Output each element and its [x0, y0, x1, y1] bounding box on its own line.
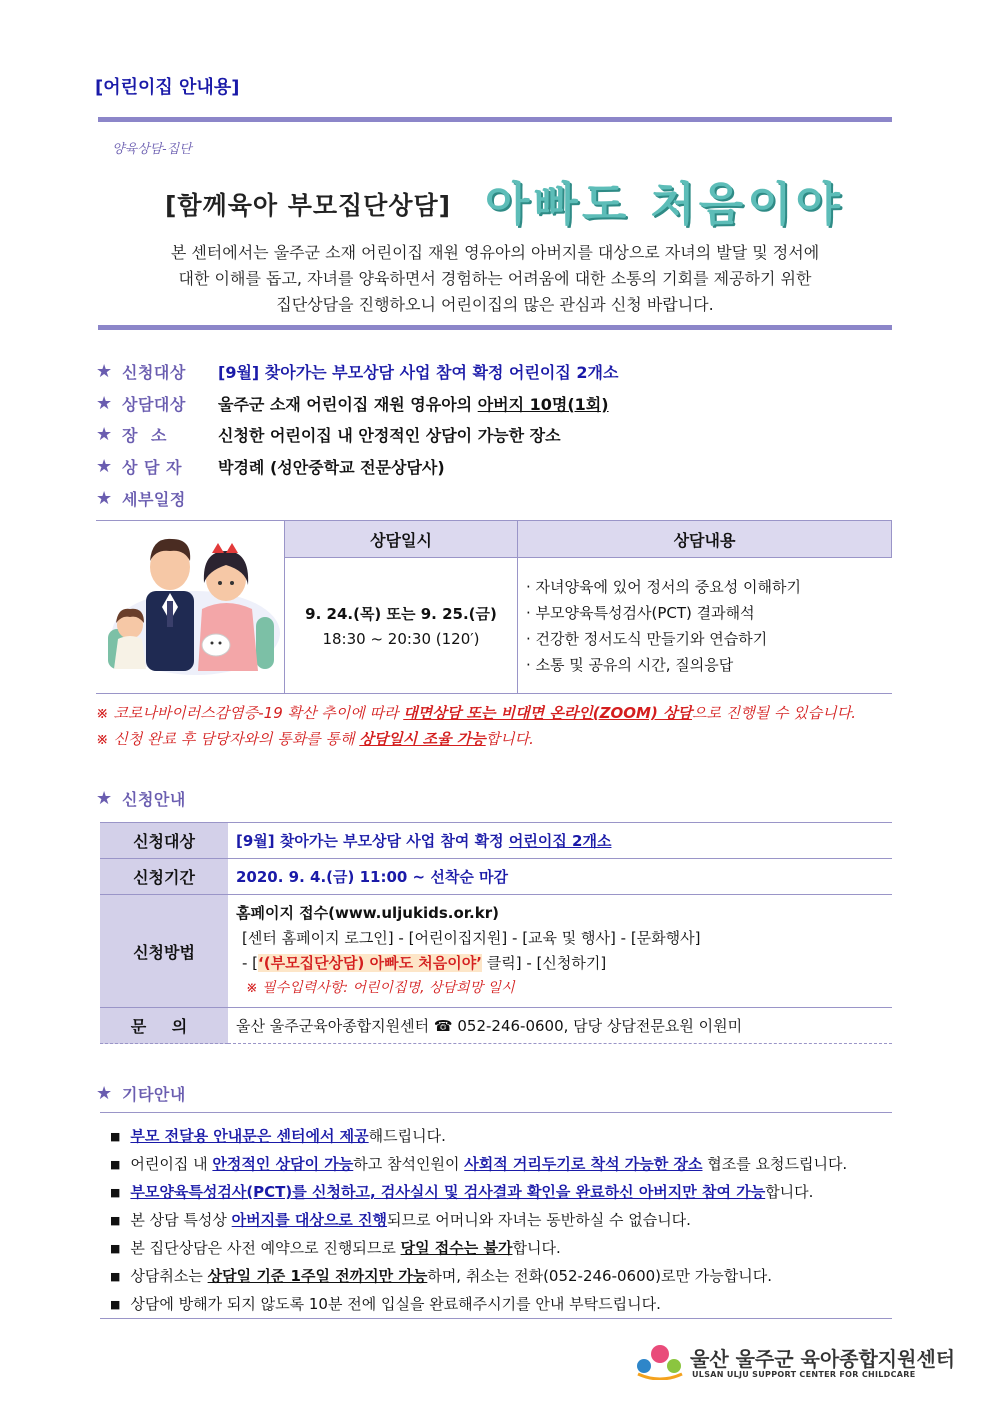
info-row-counsel-target [96, 390, 609, 416]
notice-emphasis: 대면상담 또는 비대면 온라인(ZOOM) 상담 [403, 704, 693, 722]
section-title: 기타안내 [122, 1084, 186, 1104]
schedule-item: · 건강한 정서도식 만들기와 연습하기 [526, 629, 768, 648]
etc-bottom-rule [100, 1318, 892, 1319]
apply-contact-value: 울산 울주군육아종합지원센터 ☎ 052-246-0600, 담당 상담전문요원 이원미 [228, 1008, 892, 1044]
schedule-item: · 소통 및 공유의 시간, 질의응답 [526, 655, 734, 674]
star-icon: ★ [96, 455, 113, 477]
list-item: ■ 본 상담 특성상 아버지를 대상으로 진행되므로 어머니와 자녀는 동반하실 수 없습니다. [110, 1207, 847, 1235]
info-row-place [96, 421, 561, 447]
info-value-underlined: 아버지 10명(1회) [477, 394, 609, 414]
info-value: [9월] 찾아가는 부모상담 사업 참여 확정 어린이집 2개소 [218, 362, 619, 382]
section-title: 신청안내 [122, 789, 186, 809]
schedule-datetime-cell [285, 558, 518, 694]
notice-line-1: ※ 코로나바이러스감염증-19 확산 추이에 따라 대면상담 또는 비대면 온라인(ZOOM) 상담으로 진행될 수 있습니다. [96, 704, 857, 722]
apply-method-homepage: 홈페이지 접수(www.uljukids.or.kr) [236, 904, 499, 922]
star-icon: ★ [96, 423, 113, 445]
title-subtitle: [함께육아 부모집단상담] [165, 191, 452, 220]
etc-list [110, 1123, 847, 1319]
center-logo-en: ULSAN ULJU SUPPORT CENTER FOR CHILDCARE [692, 1370, 916, 1379]
section-etc-heading [96, 1080, 218, 1106]
schedule-time: 18:30 ~ 20:30 (120′) [322, 630, 480, 649]
star-icon: ★ [96, 787, 113, 809]
apply-method-value [228, 895, 892, 1008]
info-row-schedule [96, 485, 218, 511]
info-value: 박경례 (성안중학교 전문상담사) [218, 457, 445, 477]
intro-bottom-rule [98, 325, 892, 330]
info-row-apply-target [96, 358, 618, 384]
handwritten-label: 양육상담-집단 [112, 142, 192, 157]
schedule-table [96, 520, 892, 694]
info-label: 신청대상 [122, 362, 186, 382]
intro-line: 본 센터에서는 울주군 소재 어린이집 재원 영유아의 아버지를 대상으로 자녀의 발달 및 정서에 [170, 243, 820, 262]
star-icon: ★ [96, 487, 113, 509]
list-item: ■ 어린이집 내 안정적인 상담이 가능하고 참석인원이 사회적 거리두기로 착석 가능한 장소 협조를 요청드립니다. [110, 1151, 847, 1179]
document-tag: [어린이집 안내용] [95, 77, 240, 98]
intro-line: 집단상담을 진행하오니 어린이집의 많은 관심과 신청 바랍니다. [276, 295, 714, 314]
apply-target-label: 신청대상 [100, 823, 228, 859]
info-value: 신청한 어린이집 내 안정적인 상담이 가능한 장소 [218, 425, 561, 445]
intro-paragraph [110, 240, 880, 318]
apply-method-path: [센터 홈페이지 로그인] - [어린이집지원] - [교육 및 행사] - [문화행사] [242, 929, 701, 947]
etc-top-rule [100, 1112, 892, 1113]
apply-period-label: 신청기간 [100, 859, 228, 895]
info-label: 상담대상 [122, 394, 186, 414]
apply-method-label: 신청방법 [100, 895, 228, 1008]
info-row-counselor [96, 453, 445, 479]
schedule-date: 9. 24.(목) 또는 9. 25.(금) [305, 605, 497, 624]
notice-line-2: ※ 신청 완료 후 담당자와의 통화를 통해 상담일시 조율 가능합니다. [96, 730, 534, 748]
list-item: ■ 상담취소는 상담일 기준 1주일 전까지만 가능하며, 취소는 전화(052-246-0600)로만 가능합니다. [110, 1263, 847, 1291]
notice-emphasis: 상담일시 조율 가능 [359, 730, 486, 748]
schedule-content-cell [518, 558, 892, 694]
family-illustration [96, 521, 285, 694]
star-icon: ★ [96, 1082, 113, 1104]
info-label: 장 소 [122, 425, 171, 445]
schedule-item: · 부모양육특성검사(PCT) 결과해석 [526, 603, 755, 622]
star-icon: ★ [96, 392, 113, 414]
top-rule [98, 117, 892, 122]
title-main: 아빠도 처음이야 [485, 177, 845, 231]
schedule-item: · 자녀양육에 있어 정서의 중요성 이해하기 [526, 577, 801, 596]
apply-period-value: 2020. 9. 4.(금) 11:00 ~ 선착순 마감 [228, 859, 892, 895]
apply-contact-label: 문 의 [100, 1008, 228, 1044]
star-icon: ★ [96, 360, 113, 382]
apply-method-note: ※ 필수입력사항: 어린이집명, 상담희망 일시 [246, 980, 515, 996]
info-label: 세부일정 [122, 489, 186, 509]
list-item: ■ 부모양육특성검사(PCT)를 신청하고, 검사실시 및 검사결과 확인을 완료하신 아버지만 참여 가능합니다. [110, 1179, 847, 1207]
info-value: 울주군 소재 어린이집 재원 영유아의 [218, 394, 478, 414]
list-item: ■ 상담에 방해가 되지 않도록 10분 전에 입실을 완료해주시기를 안내 부탁드립니다. [110, 1291, 847, 1319]
center-logo-icon [634, 1340, 686, 1380]
family-illustration-icon [96, 521, 284, 689]
intro-line: 대한 이해를 돕고, 자녀를 양육하면서 경험하는 어려움에 대한 소통의 기회를 제공하기 위한 [178, 269, 812, 288]
apply-method-click: - [‘(부모집단상담) 아빠도 처음이야’ 클릭] - [신청하기] [242, 954, 607, 972]
apply-table [100, 822, 892, 1044]
apply-target-value: [9월] 찾아가는 부모상담 사업 참여 확정 어린이집 2개소 [228, 823, 892, 859]
schedule-header-datetime: 상담일시 [285, 521, 518, 558]
list-item: ■ 부모 전달용 안내문은 센터에서 제공해드립니다. [110, 1123, 847, 1151]
center-logo-ko: 울산 울주군 육아종합지원센터 [690, 1347, 956, 1371]
info-label: 상 담 자 [122, 457, 183, 477]
schedule-header-content: 상담내용 [518, 521, 892, 558]
list-item: ■ 본 집단상담은 사전 예약으로 진행되므로 당일 접수는 불가합니다. [110, 1235, 847, 1263]
section-apply-heading [96, 785, 218, 811]
